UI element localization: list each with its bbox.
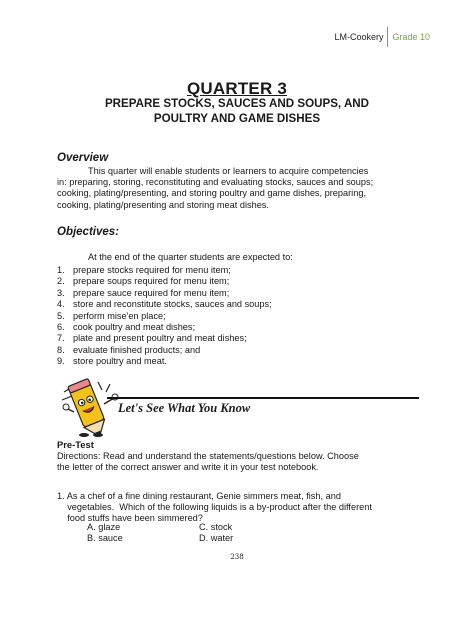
list-item: 4. store and reconstitute stocks, sauces and soups; — [57, 299, 272, 310]
list-item: 8. evaluate finished products; and — [57, 344, 201, 355]
header-grade: Grade 10 — [392, 32, 430, 42]
option-d: D. water — [199, 533, 234, 544]
objectives-list — [57, 265, 272, 368]
banner-rule — [107, 397, 419, 399]
directions-line: Directions: Read and understand the statements/questions below. Choose — [57, 451, 359, 461]
option-b: B. sauce — [87, 533, 123, 544]
option-a: A. glaze — [87, 522, 121, 532]
pretest-directions — [57, 451, 359, 473]
list-item: 3. prepare sauce required for menu item; — [57, 287, 230, 298]
pretest-heading: Pre-Test — [57, 439, 94, 450]
subtitle-line: PREPARE STOCKS, SAUCES AND SOUPS, AND — [104, 97, 370, 110]
overview-line: cooking, plating/presenting, and storing poultry and game dishes, preparing, — [57, 188, 366, 199]
question-line: vegetables. Which of the following liquids is a by-product after the different — [57, 502, 372, 513]
question-line: 1. As a chef of a fine dining restaurant, Genie simmers meat, fish, and — [57, 491, 341, 501]
overview-line: cooking, plating/presenting and storing meat dishes. — [57, 199, 269, 210]
page-header — [334, 27, 430, 47]
question-line: food stuffs have been simmered? — [57, 513, 203, 524]
quarter-subtitle — [40, 96, 434, 126]
list-item: 2. prepare soups required for menu item; — [57, 276, 230, 287]
directions-line: the letter of the correct answer and write it in your test notebook. — [57, 462, 319, 473]
list-item: 5. perform mise'en place; — [57, 310, 166, 321]
overview-line: in: preparing, storing, reconstituting and evaluating stocks, sauces and soups; — [57, 177, 374, 188]
list-item: 6. cook poultry and meat dishes; — [57, 322, 196, 333]
overview-heading: Overview — [57, 152, 109, 164]
subtitle-line: POULTRY AND GAME DISHES — [153, 112, 321, 125]
objectives-intro: At the end of the quarter students are expected to: — [88, 252, 293, 262]
list-item: 1. prepare stocks required for menu item; — [57, 265, 231, 275]
objectives-heading: Objectives: — [57, 226, 119, 238]
question-1-options — [87, 522, 233, 544]
header-module: LM-Cookery — [334, 32, 384, 42]
overview-line: This quarter will enable students or learners to acquire competencies — [88, 166, 369, 176]
question-1 — [57, 491, 372, 525]
option-c: C. stock — [199, 522, 233, 532]
section-banner-title: Let's See What You Know — [118, 401, 251, 415]
list-item: 9. store poultry and meat. — [57, 356, 167, 367]
page-number: 238 — [230, 553, 244, 561]
list-item: 7. plate and present poultry and meat dishes; — [57, 333, 247, 344]
overview-text — [57, 166, 373, 211]
quarter-title: QUARTER 3 — [186, 79, 288, 98]
